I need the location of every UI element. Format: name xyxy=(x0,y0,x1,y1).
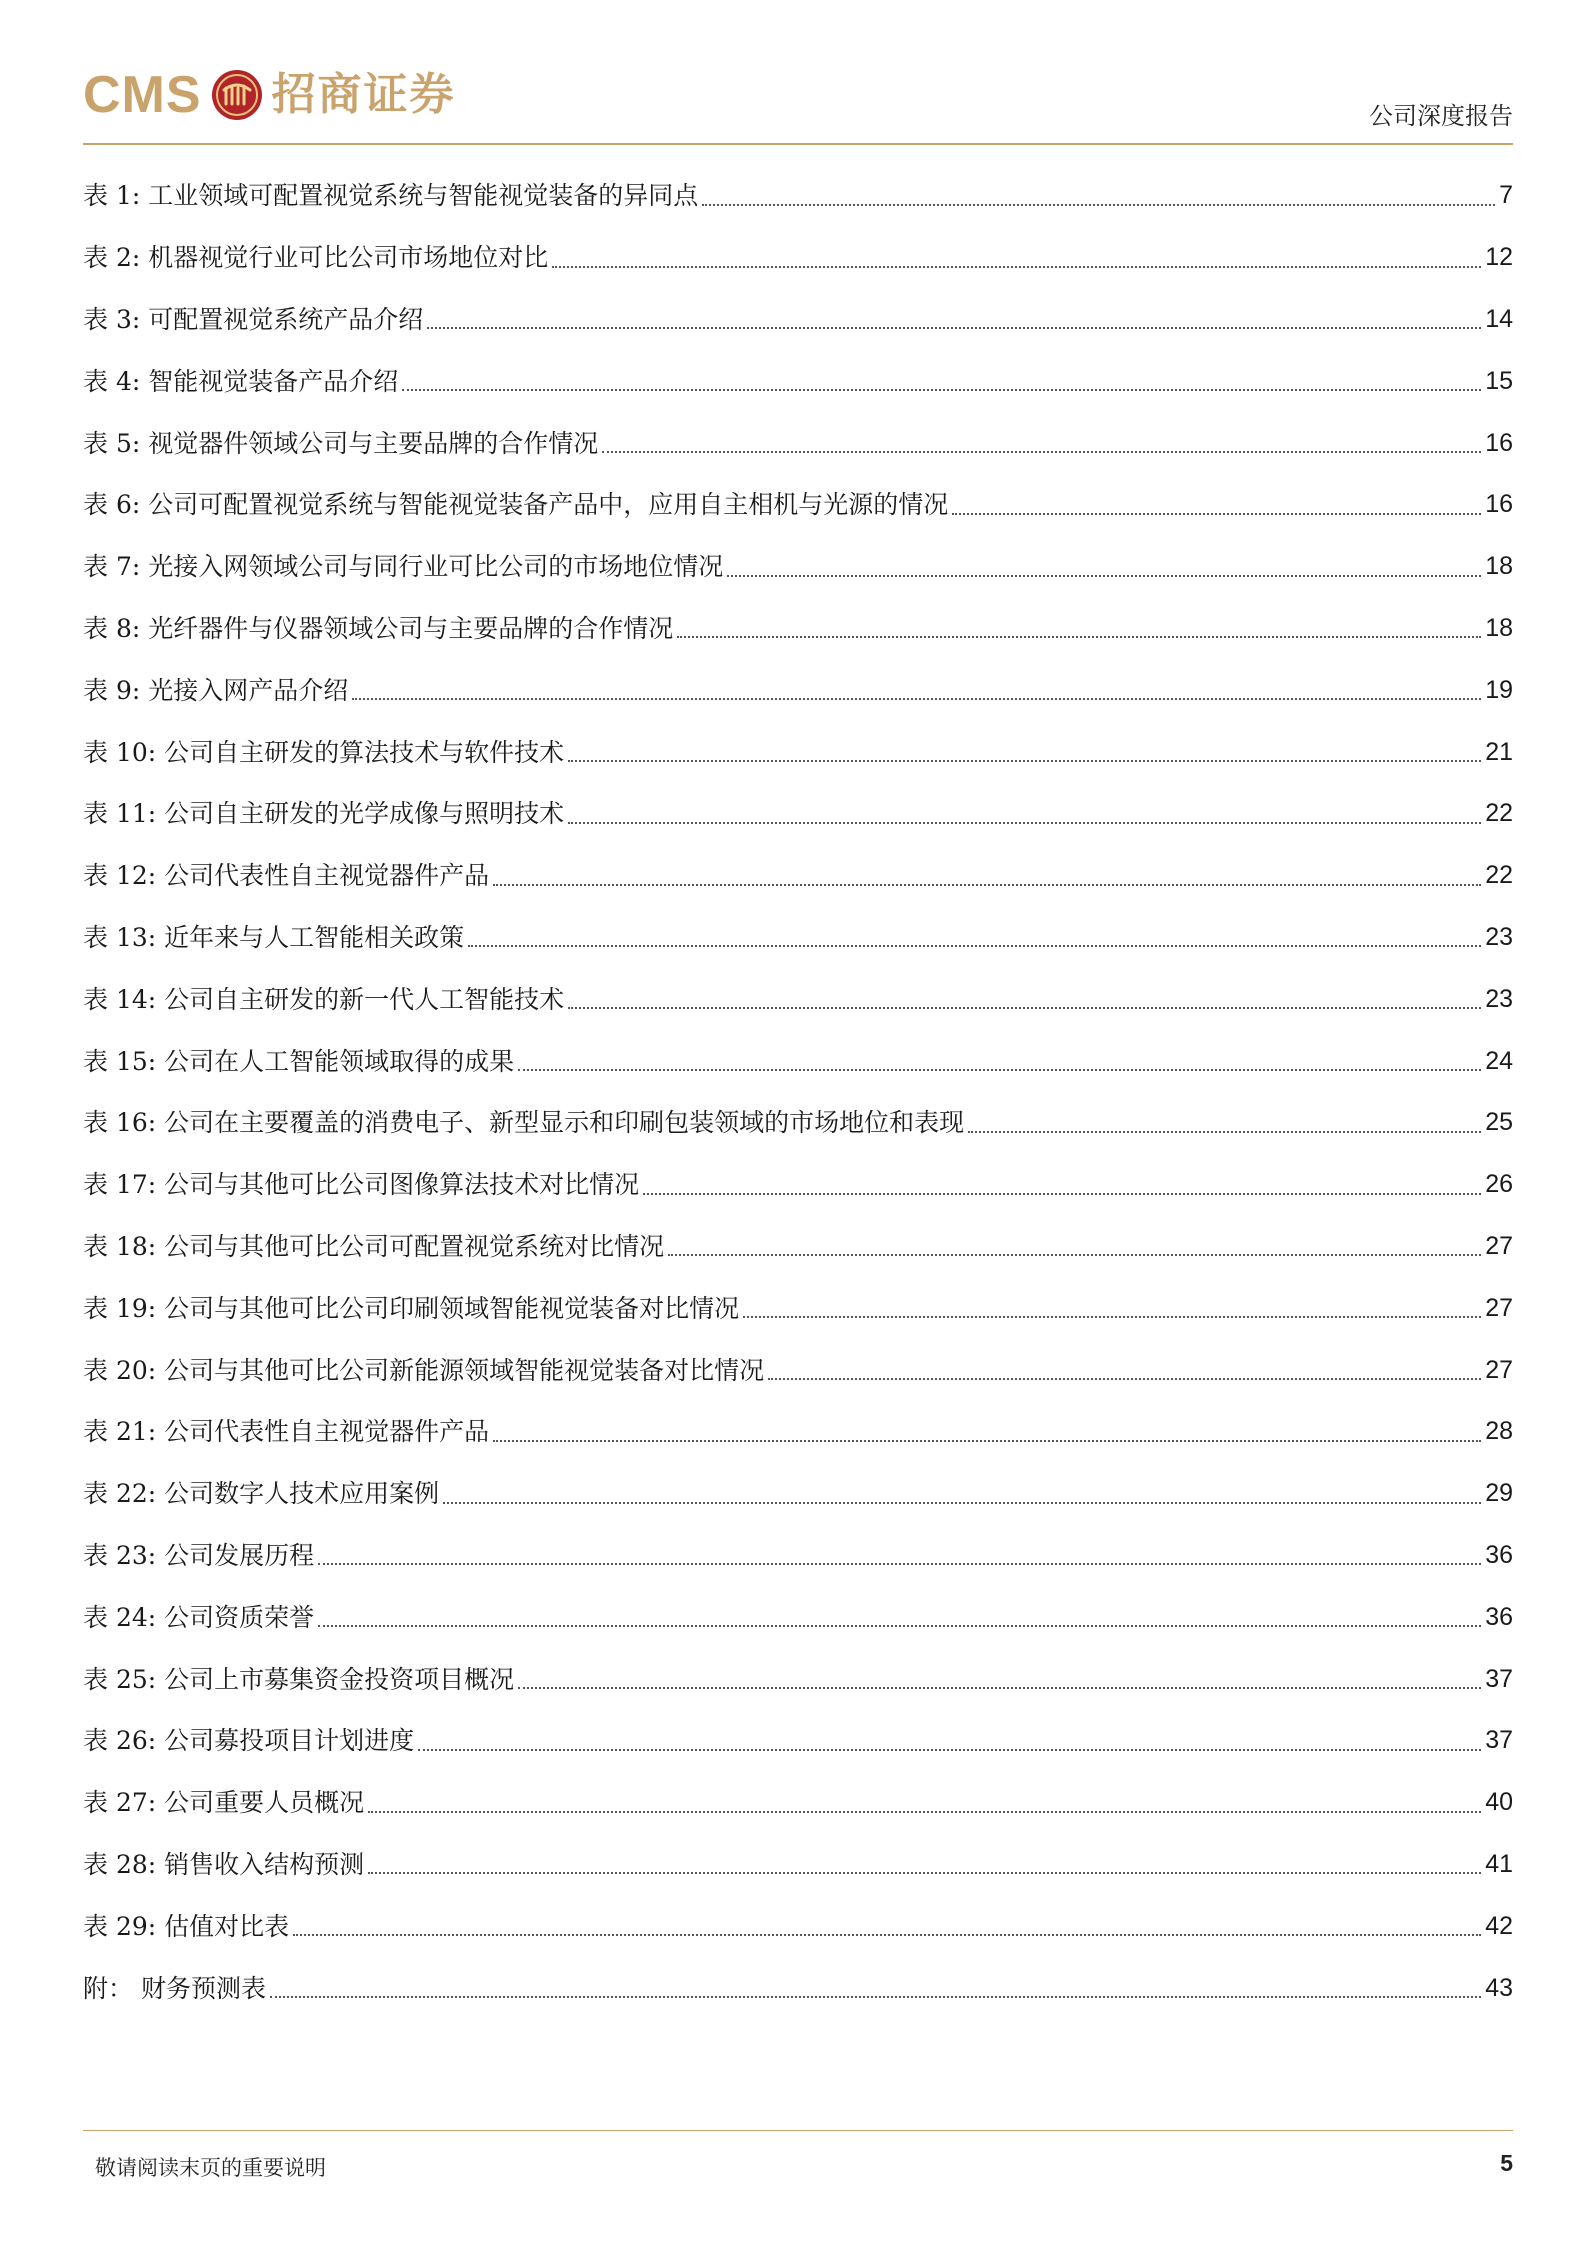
toc-entry[interactable] xyxy=(83,474,1513,536)
toc-entry-label: 表 17: 公司与其他可比公司图像算法技术对比情况 xyxy=(83,1170,640,1200)
logo-emblem-icon xyxy=(210,68,264,122)
toc-dot-leader xyxy=(493,1440,1481,1442)
logo-cn-text: 招商证券 xyxy=(271,69,456,120)
toc-dot-leader xyxy=(643,1193,1481,1195)
toc-dot-leader xyxy=(468,945,1481,947)
toc-entry[interactable] xyxy=(83,1895,1513,1957)
toc-entry-page: 16 xyxy=(1485,490,1513,519)
toc-dot-leader xyxy=(552,266,1481,268)
toc-entry-label: 附： 财务预测表 xyxy=(83,1973,266,2003)
toc-dot-leader xyxy=(427,327,1481,329)
toc-entry-page: 21 xyxy=(1485,737,1513,766)
toc-dot-leader xyxy=(368,1872,1481,1874)
cms-logo xyxy=(83,60,456,130)
table-of-tables xyxy=(83,165,1513,2019)
toc-entry[interactable] xyxy=(83,1648,1513,1710)
toc-entry[interactable] xyxy=(83,1401,1513,1463)
toc-entry[interactable] xyxy=(83,845,1513,907)
toc-entry-page: 36 xyxy=(1485,1602,1513,1631)
toc-dot-leader xyxy=(568,822,1481,824)
toc-entry[interactable] xyxy=(83,227,1513,289)
toc-entry-page: 12 xyxy=(1485,243,1513,272)
toc-entry[interactable] xyxy=(83,1277,1513,1339)
toc-entry-page: 18 xyxy=(1485,552,1513,581)
toc-entry[interactable] xyxy=(83,721,1513,783)
toc-entry-page: 27 xyxy=(1485,1355,1513,1384)
toc-entry-label: 表 4: 智能视觉装备产品介绍 xyxy=(83,366,399,396)
toc-dot-leader xyxy=(668,1254,1481,1256)
toc-entry-label: 表 7: 光接入网领域公司与同行业可比公司的市场地位情况 xyxy=(83,552,724,582)
toc-entry-label: 表 22: 公司数字人技术应用案例 xyxy=(83,1479,440,1509)
toc-dot-leader xyxy=(727,575,1481,577)
toc-entry[interactable] xyxy=(83,412,1513,474)
page-number: 5 xyxy=(1500,2150,1513,2176)
toc-entry[interactable] xyxy=(83,1957,1513,2019)
toc-entry-label: 表 13: 近年来与人工智能相关政策 xyxy=(83,922,465,952)
report-type-label: 公司深度报告 xyxy=(1369,102,1513,130)
toc-entry-label: 表 12: 公司代表性自主视觉器件产品 xyxy=(83,861,490,891)
toc-entry-label: 表 14: 公司自主研发的新一代人工智能技术 xyxy=(83,984,565,1014)
toc-dot-leader xyxy=(493,884,1481,886)
toc-entry-label: 表 15: 公司在人工智能领域取得的成果 xyxy=(83,1046,515,1076)
toc-entry-label: 表 2: 机器视觉行业可比公司市场地位对比 xyxy=(83,243,549,273)
toc-dot-leader xyxy=(318,1625,1481,1627)
toc-entry-label: 表 8: 光纤器件与仪器领域公司与主要品牌的合作情况 xyxy=(83,613,674,643)
toc-dot-leader xyxy=(402,389,1481,391)
toc-entry-page: 26 xyxy=(1485,1170,1513,1199)
toc-entry[interactable] xyxy=(83,598,1513,660)
toc-entry-page: 37 xyxy=(1485,1726,1513,1755)
toc-entry[interactable] xyxy=(83,1710,1513,1772)
toc-dot-leader xyxy=(293,1934,1481,1936)
toc-entry-page: 24 xyxy=(1485,1046,1513,1075)
toc-entry-label: 表 26: 公司募投项目计划进度 xyxy=(83,1726,415,1756)
toc-dot-leader xyxy=(270,1996,1481,1998)
toc-dot-leader xyxy=(968,1131,1481,1133)
toc-dot-leader xyxy=(352,698,1481,700)
toc-entry-label: 表 11: 公司自主研发的光学成像与照明技术 xyxy=(83,799,565,829)
toc-entry-page: 40 xyxy=(1485,1788,1513,1817)
toc-entry-page: 23 xyxy=(1485,984,1513,1013)
toc-entry[interactable] xyxy=(83,1525,1513,1587)
toc-entry[interactable] xyxy=(83,350,1513,412)
toc-entry[interactable] xyxy=(83,907,1513,969)
toc-dot-leader xyxy=(702,204,1495,206)
toc-entry[interactable] xyxy=(83,783,1513,845)
header-divider xyxy=(83,143,1513,145)
toc-entry-label: 表 27: 公司重要人员概况 xyxy=(83,1788,365,1818)
toc-entry-label: 表 10: 公司自主研发的算法技术与软件技术 xyxy=(83,737,565,767)
toc-entry-page: 19 xyxy=(1485,675,1513,704)
toc-dot-leader xyxy=(602,451,1481,453)
toc-entry[interactable] xyxy=(83,1339,1513,1401)
toc-entry-page: 29 xyxy=(1485,1479,1513,1508)
toc-entry-label: 表 21: 公司代表性自主视觉器件产品 xyxy=(83,1417,490,1447)
toc-entry-page: 25 xyxy=(1485,1108,1513,1137)
toc-entry-label: 表 20: 公司与其他可比公司新能源领域智能视觉装备对比情况 xyxy=(83,1355,765,1385)
toc-entry-label: 表 5: 视觉器件领域公司与主要品牌的合作情况 xyxy=(83,428,599,458)
toc-dot-leader xyxy=(518,1687,1481,1689)
toc-dot-leader xyxy=(952,513,1481,515)
toc-entry-label: 表 19: 公司与其他可比公司印刷领域智能视觉装备对比情况 xyxy=(83,1293,740,1323)
footer-divider xyxy=(83,2130,1513,2131)
toc-entry[interactable] xyxy=(83,165,1513,227)
toc-entry-label: 表 18: 公司与其他可比公司可配置视觉系统对比情况 xyxy=(83,1231,665,1261)
toc-entry-page: 7 xyxy=(1499,181,1513,210)
toc-dot-leader xyxy=(768,1378,1481,1380)
toc-entry-page: 18 xyxy=(1485,613,1513,642)
toc-dot-leader xyxy=(443,1502,1481,1504)
toc-entry[interactable] xyxy=(83,1463,1513,1525)
toc-entry[interactable] xyxy=(83,1030,1513,1092)
toc-entry[interactable] xyxy=(83,289,1513,351)
page-header xyxy=(83,60,1513,144)
toc-entry[interactable] xyxy=(83,968,1513,1030)
toc-entry-page: 27 xyxy=(1485,1231,1513,1260)
toc-entry[interactable] xyxy=(83,1834,1513,1896)
toc-dot-leader xyxy=(677,636,1481,638)
toc-entry-label: 表 1: 工业领域可配置视觉系统与智能视觉装备的异同点 xyxy=(83,181,699,211)
toc-entry-label: 表 23: 公司发展历程 xyxy=(83,1540,315,1570)
toc-entry-page: 16 xyxy=(1485,428,1513,457)
toc-entry-label: 表 29: 估值对比表 xyxy=(83,1911,290,1941)
toc-entry-label: 表 9: 光接入网产品介绍 xyxy=(83,675,349,705)
toc-dot-leader xyxy=(568,1007,1481,1009)
toc-entry-page: 15 xyxy=(1485,366,1513,395)
toc-dot-leader xyxy=(418,1749,1481,1751)
toc-entry-label: 表 6: 公司可配置视觉系统与智能视觉装备产品中，应用自主相机与光源的情况 xyxy=(83,490,949,520)
toc-entry-page: 23 xyxy=(1485,922,1513,951)
toc-entry[interactable] xyxy=(83,1154,1513,1216)
toc-entry-page: 41 xyxy=(1485,1849,1513,1878)
toc-dot-leader xyxy=(368,1811,1481,1813)
logo-cms-text: CMS xyxy=(83,66,202,124)
toc-entry-label: 表 3: 可配置视觉系统产品介绍 xyxy=(83,304,424,334)
toc-entry[interactable] xyxy=(83,1092,1513,1154)
toc-entry-page: 22 xyxy=(1485,799,1513,828)
toc-entry-page: 36 xyxy=(1485,1540,1513,1569)
toc-entry[interactable] xyxy=(83,1216,1513,1278)
toc-dot-leader xyxy=(318,1563,1481,1565)
toc-entry-label: 表 25: 公司上市募集资金投资项目概况 xyxy=(83,1664,515,1694)
toc-dot-leader xyxy=(518,1069,1481,1071)
toc-entry-page: 28 xyxy=(1485,1417,1513,1446)
toc-entry[interactable] xyxy=(83,536,1513,598)
toc-entry-label: 表 16: 公司在主要覆盖的消费电子、新型显示和印刷包装领域的市场地位和表现 xyxy=(83,1108,965,1138)
toc-dot-leader xyxy=(568,760,1481,762)
toc-entry[interactable] xyxy=(83,1772,1513,1834)
toc-entry[interactable] xyxy=(83,1586,1513,1648)
toc-entry[interactable] xyxy=(83,659,1513,721)
toc-entry-page: 43 xyxy=(1485,1973,1513,2002)
toc-entry-label: 表 24: 公司资质荣誉 xyxy=(83,1602,315,1632)
toc-entry-page: 22 xyxy=(1485,861,1513,890)
toc-entry-page: 37 xyxy=(1485,1664,1513,1693)
toc-entry-page: 14 xyxy=(1485,304,1513,333)
toc-dot-leader xyxy=(743,1316,1481,1318)
toc-entry-label: 表 28: 销售收入结构预测 xyxy=(83,1849,365,1879)
footer-disclaimer: 敬请阅读末页的重要说明 xyxy=(95,2156,326,2180)
toc-entry-page: 27 xyxy=(1485,1293,1513,1322)
toc-entry-page: 42 xyxy=(1485,1911,1513,1940)
